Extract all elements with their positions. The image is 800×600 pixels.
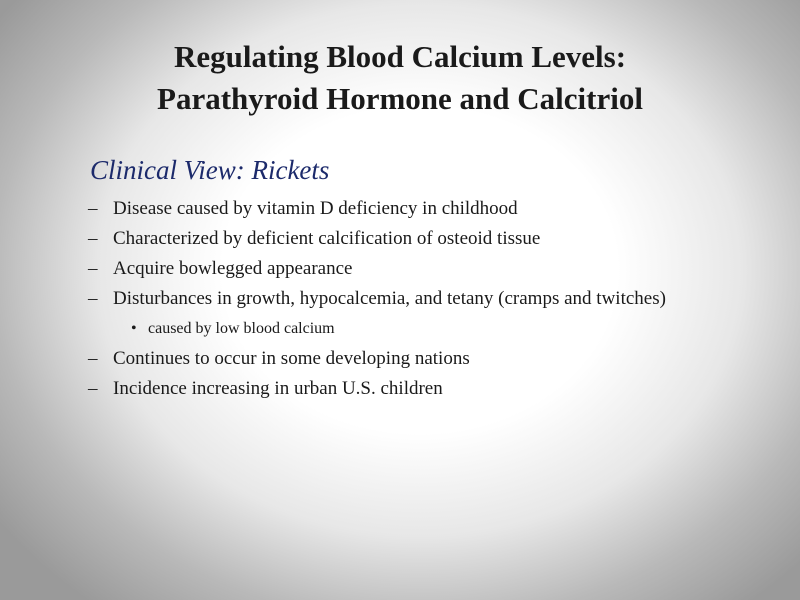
dash-marker: – xyxy=(88,198,98,219)
sub-bullet-item xyxy=(88,314,788,344)
dash-marker: – xyxy=(88,378,98,399)
bullet-text: Disturbances in growth, hypocalcemia, and tetany (cramps and twitches) xyxy=(113,288,666,309)
bullet-list xyxy=(88,194,788,404)
bullet-item xyxy=(88,344,788,374)
bullet-text: Continues to occur in some developing nations xyxy=(113,348,470,369)
dash-marker: – xyxy=(88,228,98,249)
slide-title xyxy=(0,36,800,120)
sub-bullet-text: caused by low blood calcium xyxy=(148,320,335,337)
slide-title-line-1: Regulating Blood Calcium Levels: xyxy=(173,39,627,74)
bullet-item xyxy=(88,254,788,284)
slide-title-line-2: Parathyroid Hormone and Calcitriol xyxy=(157,81,643,116)
dash-marker: – xyxy=(88,348,98,369)
bullet-item xyxy=(88,224,788,254)
bullet-item xyxy=(88,374,788,404)
bullet-text: Acquire bowlegged appearance xyxy=(113,258,353,279)
dash-marker: – xyxy=(88,258,98,279)
bullet-text: Incidence increasing in urban U.S. children xyxy=(113,378,443,399)
bullet-text: Characterized by deficient calcification of osteoid tissue xyxy=(113,228,541,249)
dash-marker: – xyxy=(88,288,98,309)
bullet-item xyxy=(88,194,788,224)
bullet-text: Disease caused by vitamin D deficiency in childhood xyxy=(113,198,518,219)
bullet-item xyxy=(88,284,788,314)
section-heading: Clinical View: Rickets xyxy=(90,155,330,185)
bullet-dot-marker: • xyxy=(131,320,137,337)
